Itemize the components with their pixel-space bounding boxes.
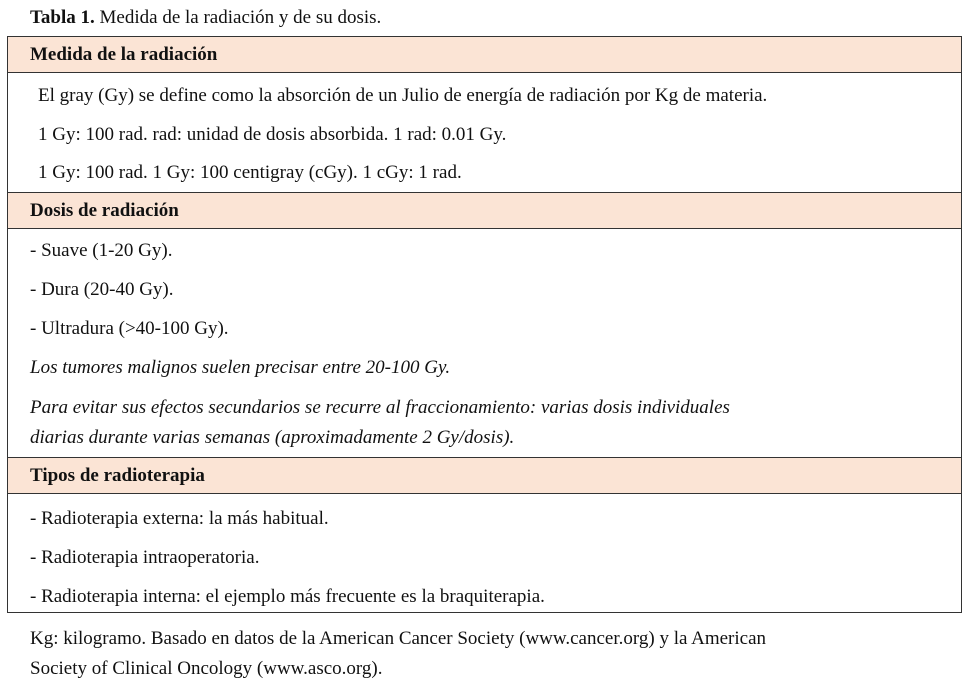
- table-row-note: diarias durante varias semanas (aproximadamente 2 Gy/dosis).: [30, 427, 515, 448]
- table-footnote: [30, 624, 965, 684]
- table-row: - Radioterapia intraoperatoria.: [30, 547, 260, 568]
- radiation-table: [7, 36, 962, 613]
- footnote-line: Society of Clinical Oncology (www.asco.org).: [30, 658, 383, 679]
- section-header-medida: Medida de la radiación: [8, 37, 961, 73]
- section-header-tipos: Tipos de radioterapia: [8, 458, 961, 494]
- table-row: - Ultradura (>40-100 Gy).: [30, 318, 229, 339]
- table-row-note: Para evitar sus efectos secundarios se recurre al fraccionamiento: varias dosis individuales: [30, 397, 730, 418]
- footnote-line: Kg: kilogramo. Basado en datos de la American Cancer Society (www.cancer.org) y la American: [30, 628, 767, 649]
- table-row: 1 Gy: 100 rad. 1 Gy: 100 centigray (cGy). 1 cGy: 1 rad.: [38, 162, 462, 183]
- section-header-dosis: Dosis de radiación: [8, 193, 961, 229]
- table-row: - Radioterapia interna: el ejemplo más frecuente es la braquiterapia.: [30, 586, 545, 607]
- table-row-note: Los tumores malignos suelen precisar entre 20-100 Gy.: [30, 357, 451, 378]
- table-row: El gray (Gy) se define como la absorción de un Julio de energía de radiación por Kg de materia.: [38, 85, 768, 106]
- caption-label: Tabla 1.: [30, 7, 95, 28]
- table-row: - Dura (20-40 Gy).: [30, 279, 174, 300]
- caption-text: Medida de la radiación y de su dosis.: [99, 7, 382, 28]
- table-row: - Radioterapia externa: la más habitual.: [30, 508, 329, 529]
- table-caption: [30, 6, 381, 30]
- table-row: - Suave (1-20 Gy).: [30, 240, 173, 261]
- table-row: 1 Gy: 100 rad. rad: unidad de dosis absorbida. 1 rad: 0.01 Gy.: [38, 124, 507, 145]
